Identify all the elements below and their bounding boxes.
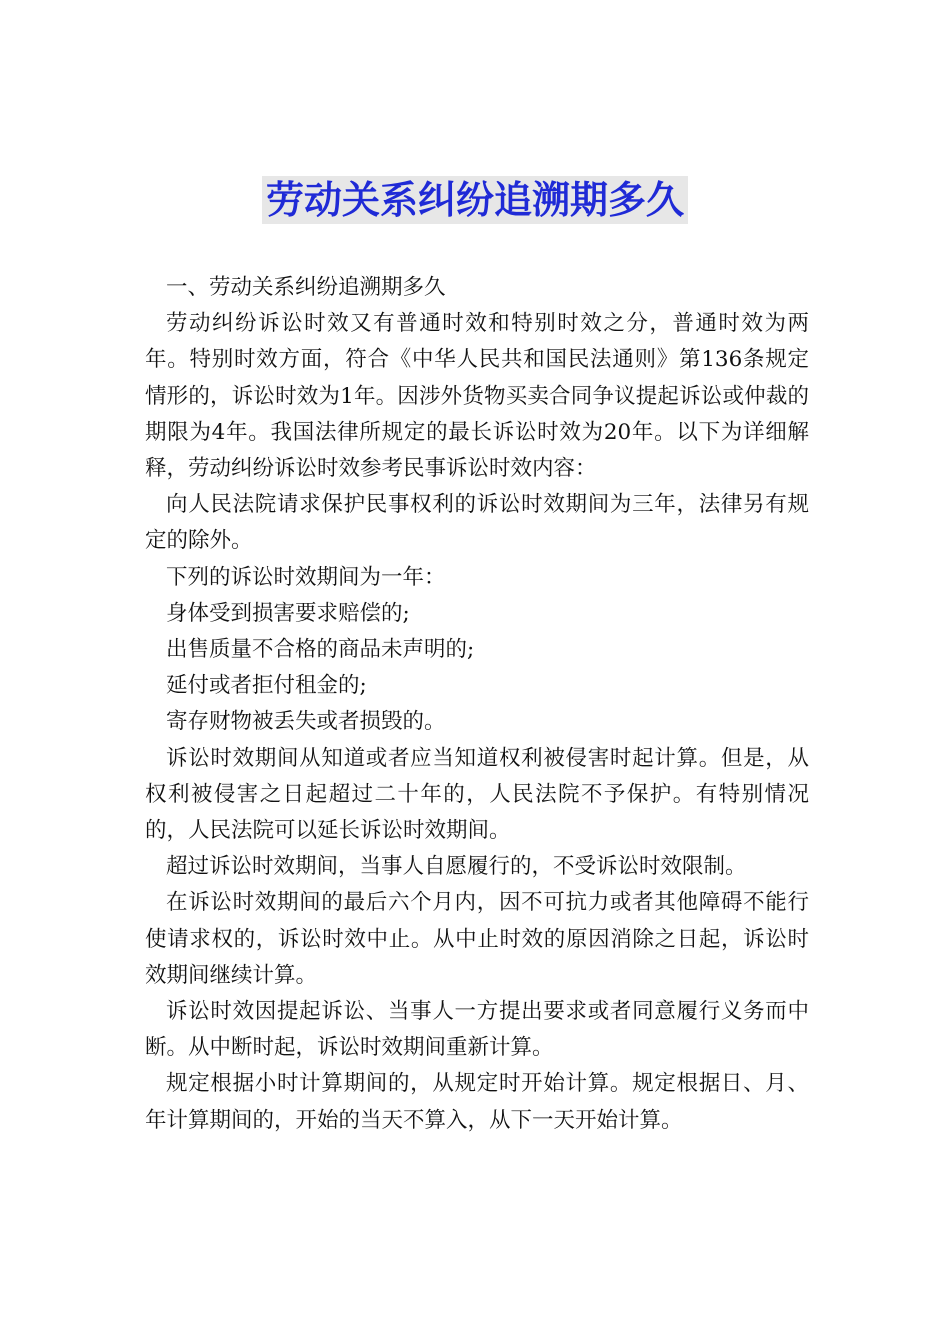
document-title: 劳动关系纠纷追溯期多久	[262, 176, 688, 224]
paragraph: 超过诉讼时效期间，当事人自愿履行的，不受诉讼时效限制。	[166, 854, 747, 880]
paragraph: 诉讼时效因提起诉讼、当事人一方提出要求或者同意履行义务而中断。从中断时起，诉讼时效期间重新计算。	[145, 999, 809, 1061]
title-container	[0, 176, 950, 224]
paragraph: 向人民法院请求保护民事权利的诉讼时效期间为三年，法律另有规定的除外。	[145, 492, 809, 554]
list-item: 身体受到损害要求赔偿的;	[166, 600, 410, 626]
section-heading: 一、劳动关系纠纷追溯期多久	[166, 275, 446, 300]
paragraph: 下列的诉讼时效期间为一年：	[166, 564, 446, 590]
document-body	[145, 270, 809, 1139]
paragraph: 在诉讼时效期间的最后六个月内，因不可抗力或者其他障碍不能行使请求权的，诉讼时效中止。从中止时效的原因消除之日起，诉讼时效期间继续计算。	[145, 890, 809, 988]
paragraph: 规定根据小时计算期间的，从规定时开始计算。规定根据日、月、年计算期间的，开始的当天不算入，从下一天开始计算。	[145, 1071, 809, 1133]
list-item: 出售质量不合格的商品未声明的;	[166, 637, 475, 663]
paragraph: 诉讼时效期间从知道或者应当知道权利被侵害时起计算。但是，从权利被侵害之日起超过二十年的，人民法院不予保护。有特别情况的，人民法院可以延长诉讼时效期间。	[145, 745, 809, 844]
paragraph: 劳动纠纷诉讼时效又有普通时效和特别时效之分，普通时效为两年。特别时效方面，符合《中华人民共和国民法通则》第136条规定情形的，诉讼时效为1年。因涉外货物买卖合同争议提起诉讼或仲裁的期限为4年。我国法律所规定的最长诉讼时效为20年。以下为详细解释，劳动纠纷诉讼时效参考民事诉讼时效内容：	[145, 311, 809, 482]
list-item: 延付或者拒付租金的;	[166, 673, 367, 699]
list-item: 寄存财物被丢失或者损毁的。	[166, 709, 446, 735]
